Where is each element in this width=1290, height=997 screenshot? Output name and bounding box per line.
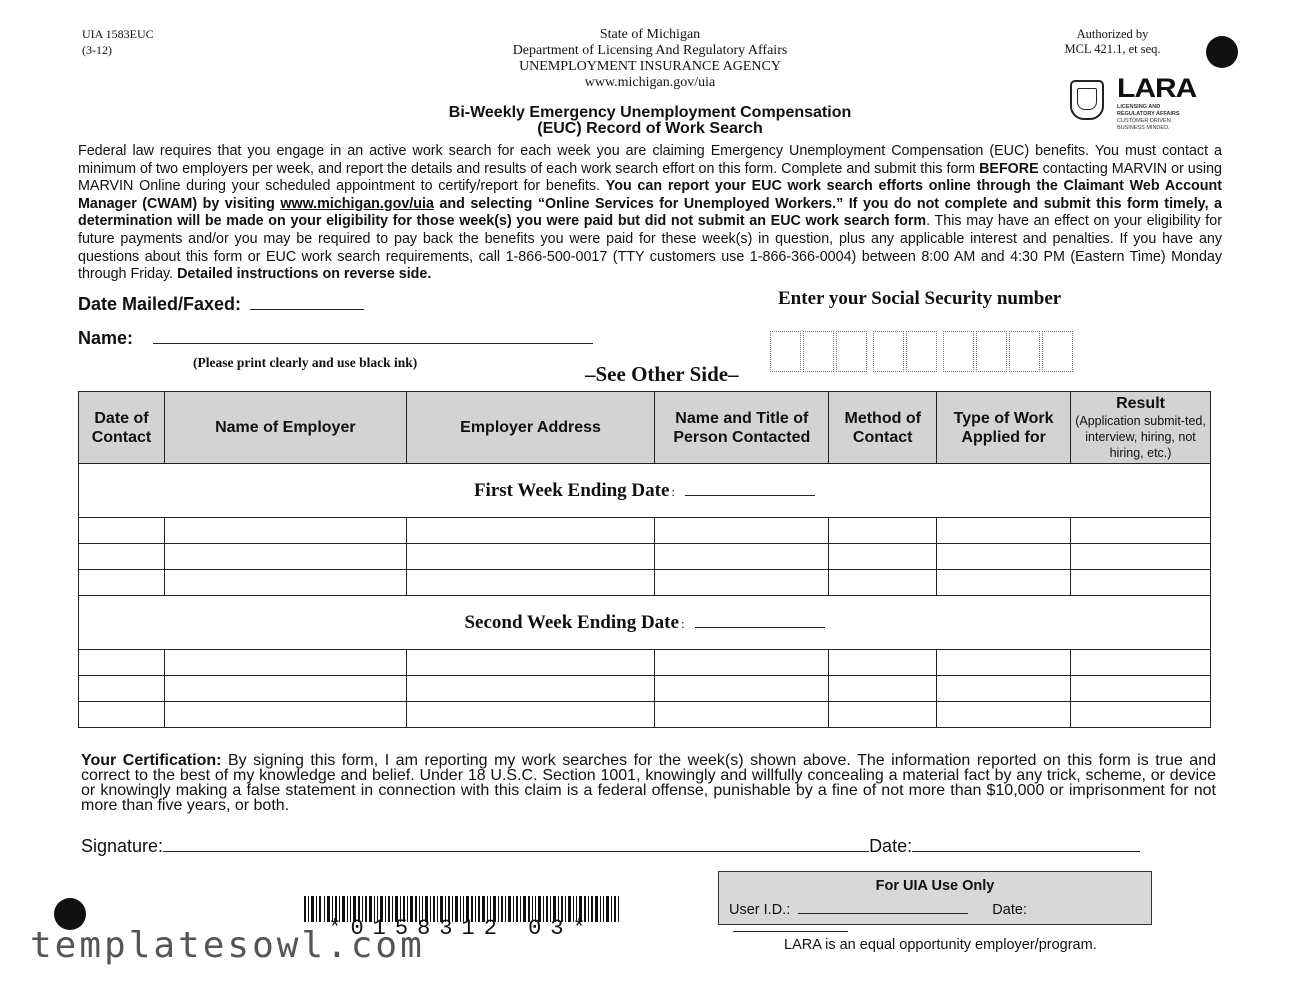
- date-mailed-field[interactable]: [250, 292, 364, 310]
- uia-date-field[interactable]: [733, 918, 848, 932]
- intro-eligibility-warning: and selecting “Online Services for Unemployed Workers.” If you do not complete and submit this form timely, a determination will be made on your eligibility for those week(s) you were paid but did not submit an EUC work search form: [78, 195, 1222, 230]
- equal-opportunity-statement: LARA is an equal opportunity employer/program.: [784, 937, 1097, 953]
- intro-text-1: Federal law requires that you engage in an active work search for each week you are claiming Emergency Unemployment Compensation (EUC) benefits. You must contact a minimum of two employers per week, and report the details and results of each work search effort on this form. Complete and submit this form: [78, 143, 1222, 177]
- agency-name: UNEMPLOYMENT INSURANCE AGENCY: [519, 59, 781, 74]
- table-cell[interactable]: [655, 676, 829, 702]
- intro-instructions-note: Detailed instructions on reverse side.: [177, 266, 432, 283]
- table-cell[interactable]: [406, 544, 655, 570]
- table-cell[interactable]: [829, 702, 937, 728]
- work-search-table: [78, 391, 1211, 728]
- ssn-digit-box[interactable]: [836, 331, 867, 372]
- ssn-input[interactable]: [770, 331, 1075, 372]
- ssn-digit-box[interactable]: [1009, 331, 1040, 372]
- authorized-statute: MCL 421.1, et seq.: [1064, 42, 1161, 56]
- ssn-digit-box[interactable]: [1042, 331, 1073, 372]
- intro-text-2: contacting MARVIN or using MARVIN Online during your scheduled appointment to certify/report for benefits.: [78, 160, 1222, 195]
- table-cell[interactable]: [655, 518, 829, 544]
- table-cell[interactable]: [164, 650, 406, 676]
- signature-date-field[interactable]: [912, 834, 1140, 852]
- table-cell[interactable]: [406, 702, 655, 728]
- uia-box-title: For UIA Use Only: [875, 878, 995, 894]
- lara-logo: [1117, 74, 1197, 132]
- intro-paragraph: [78, 143, 1222, 284]
- col-header-employer: Name of Employer: [164, 392, 406, 464]
- table-cell[interactable]: [655, 650, 829, 676]
- signature-label: Signature:: [81, 836, 164, 856]
- form-number: [82, 26, 154, 58]
- ssn-digit-box[interactable]: [943, 331, 974, 372]
- certification-text: By signing this form, I am reporting my work searches for the week(s) shown above. The information reported on this form is true and correct to the best of my knowledge and belief. Under 18 U.S.C. Section 1001, knowingly and willfully concealing a material fact by any trick, scheme, or device or knowingly making a false statement in connection with this claim is a federal offense, punishable by a fine of not more than $10,000 or imprisonment for not more than five years, or both.: [81, 752, 1217, 814]
- table-cell[interactable]: [406, 676, 655, 702]
- intro-text-3: . This may have an effect on your eligibility for future payments and/or you may be required to pay back the benefits you were paid for these week(s) in question, plus any applicable interest and penalties. If you have any questions about this form or EUC work search requirements, call 1-866-500-0017 (TTY customers use 1-866-366-0004) between 8:00 AM and 4:30 PM (Eastern Time) Monday through Friday.: [78, 213, 1222, 283]
- week-one-cell: [79, 464, 1211, 518]
- table-row: [79, 544, 1211, 570]
- agency-header: [400, 27, 900, 91]
- week-two-date-field[interactable]: [695, 627, 825, 628]
- result-header-label: Result: [1116, 395, 1165, 412]
- table-cell[interactable]: [829, 570, 937, 596]
- table-cell[interactable]: [79, 702, 165, 728]
- department-name: Department of Licensing And Regulatory Affairs: [512, 43, 788, 58]
- table-cell[interactable]: [655, 570, 829, 596]
- signature-date-label: Date:: [869, 836, 913, 856]
- week-two-row: [79, 596, 1211, 650]
- table-cell[interactable]: [406, 518, 655, 544]
- table-header-row: [79, 392, 1211, 464]
- form-title: [330, 105, 970, 137]
- week-one-row: [79, 464, 1211, 518]
- table-cell[interactable]: [1071, 570, 1211, 596]
- table-cell[interactable]: [937, 544, 1071, 570]
- table-cell[interactable]: [1071, 702, 1211, 728]
- table-row: [79, 650, 1211, 676]
- date-mailed-label: Date Mailed/Faxed:: [78, 294, 242, 314]
- lara-logo-text: LARA: [1117, 73, 1197, 104]
- week-two-colon: :: [680, 615, 685, 631]
- authorization: [1040, 27, 1185, 57]
- michigan-seal-icon: [1070, 80, 1104, 120]
- week-one-label: First Week Ending Date: [473, 479, 670, 501]
- col-header-date: Date of Contact: [79, 392, 165, 464]
- col-header-person: Name and Title of Person Contacted: [655, 392, 829, 464]
- registration-mark-icon: [1206, 36, 1238, 68]
- form-title-line2: (EUC) Record of Work Search: [537, 120, 763, 137]
- certification-label: Your Certification:: [81, 752, 222, 769]
- date-mailed-row: [78, 292, 364, 315]
- form-revision: (3-12): [82, 43, 112, 57]
- lara-logo-tagline: CUSTOMER DRIVEN. BUSINESS MINDED.: [1117, 118, 1173, 131]
- table-cell[interactable]: [79, 518, 165, 544]
- user-id-label: User I.D.:: [729, 902, 791, 918]
- table-row: [79, 702, 1211, 728]
- watermark: templatesowl.com: [30, 925, 425, 966]
- table-cell[interactable]: [937, 676, 1071, 702]
- intro-before: BEFORE: [979, 160, 1039, 177]
- name-field[interactable]: [153, 326, 593, 344]
- table-cell[interactable]: [1071, 650, 1211, 676]
- table-cell[interactable]: [1071, 518, 1211, 544]
- table-cell[interactable]: [829, 544, 937, 570]
- ssn-label: Enter your Social Security number: [778, 288, 1062, 309]
- barcode-digits: *0158312 03*: [328, 916, 595, 941]
- print-note: (Please print clearly and use black ink): [193, 355, 418, 370]
- col-header-method: Method of Contact: [829, 392, 937, 464]
- table-cell[interactable]: [1071, 676, 1211, 702]
- week-two-label: Second Week Ending Date: [464, 611, 679, 633]
- table-cell[interactable]: [79, 676, 165, 702]
- table-cell[interactable]: [829, 518, 937, 544]
- table-cell[interactable]: [829, 676, 937, 702]
- table-cell[interactable]: [1071, 544, 1211, 570]
- week-one-date-field[interactable]: [685, 495, 815, 496]
- user-id-field[interactable]: [798, 900, 968, 914]
- ssn-digit-box[interactable]: [976, 331, 1007, 372]
- see-other-side: –See Other Side–: [585, 362, 739, 386]
- table-cell[interactable]: [937, 518, 1071, 544]
- ssn-digit-box[interactable]: [803, 331, 834, 372]
- ssn-digit-box[interactable]: [873, 331, 904, 372]
- table-cell[interactable]: [164, 544, 406, 570]
- name-label: Name:: [78, 328, 134, 348]
- form-number-text: UIA 1583EUC: [82, 27, 154, 41]
- result-header-note: (Application submit-ted, interview, hiring, not hiring, etc.): [1075, 414, 1206, 460]
- table-cell[interactable]: [937, 650, 1071, 676]
- table-row: [79, 518, 1211, 544]
- table-cell[interactable]: [655, 544, 829, 570]
- table-cell[interactable]: [406, 650, 655, 676]
- state-name: State of Michigan: [599, 27, 701, 42]
- col-header-result: [1071, 392, 1211, 464]
- table-cell[interactable]: [406, 570, 655, 596]
- table-cell[interactable]: [937, 702, 1071, 728]
- ssn-digit-box[interactable]: [906, 331, 937, 372]
- name-row: [78, 326, 593, 349]
- col-header-address: Employer Address: [406, 392, 655, 464]
- uia-box-row: [729, 900, 1141, 936]
- lara-logo-subtext: LICENSING AND REGULATORY AFFAIRS: [1117, 104, 1180, 117]
- agency-website: www.michigan.gov/uia: [584, 75, 716, 90]
- uia-date-label: Date:: [992, 902, 1027, 918]
- signature-field[interactable]: [163, 834, 869, 852]
- table-cell[interactable]: [164, 570, 406, 596]
- table-cell[interactable]: [829, 650, 937, 676]
- authorized-by: Authorized by: [1076, 27, 1149, 41]
- table-cell[interactable]: [164, 676, 406, 702]
- intro-online-text: You can report your EUC work search efforts online through the Claimant Web Account Manager (CWAM) by visiting: [78, 178, 1223, 212]
- table-cell[interactable]: [937, 570, 1071, 596]
- col-header-type: Type of Work Applied for: [937, 392, 1071, 464]
- table-cell[interactable]: [79, 650, 165, 676]
- table-cell[interactable]: [655, 702, 829, 728]
- certification-paragraph: [81, 753, 1216, 813]
- ssn-digit-box[interactable]: [770, 331, 801, 372]
- table-row: [79, 676, 1211, 702]
- signature-row: [81, 834, 1140, 857]
- uia-website-link[interactable]: www.michigan.gov/uia: [280, 195, 434, 212]
- table-cell[interactable]: [164, 702, 406, 728]
- week-one-colon: :: [671, 483, 676, 499]
- table-cell[interactable]: [79, 544, 165, 570]
- table-row: [79, 570, 1211, 596]
- week-two-cell: [79, 596, 1211, 650]
- table-cell[interactable]: [164, 518, 406, 544]
- table-cell[interactable]: [79, 570, 165, 596]
- uia-use-only-box: [718, 871, 1152, 925]
- form-title-line1: Bi-Weekly Emergency Unemployment Compensation: [448, 104, 852, 121]
